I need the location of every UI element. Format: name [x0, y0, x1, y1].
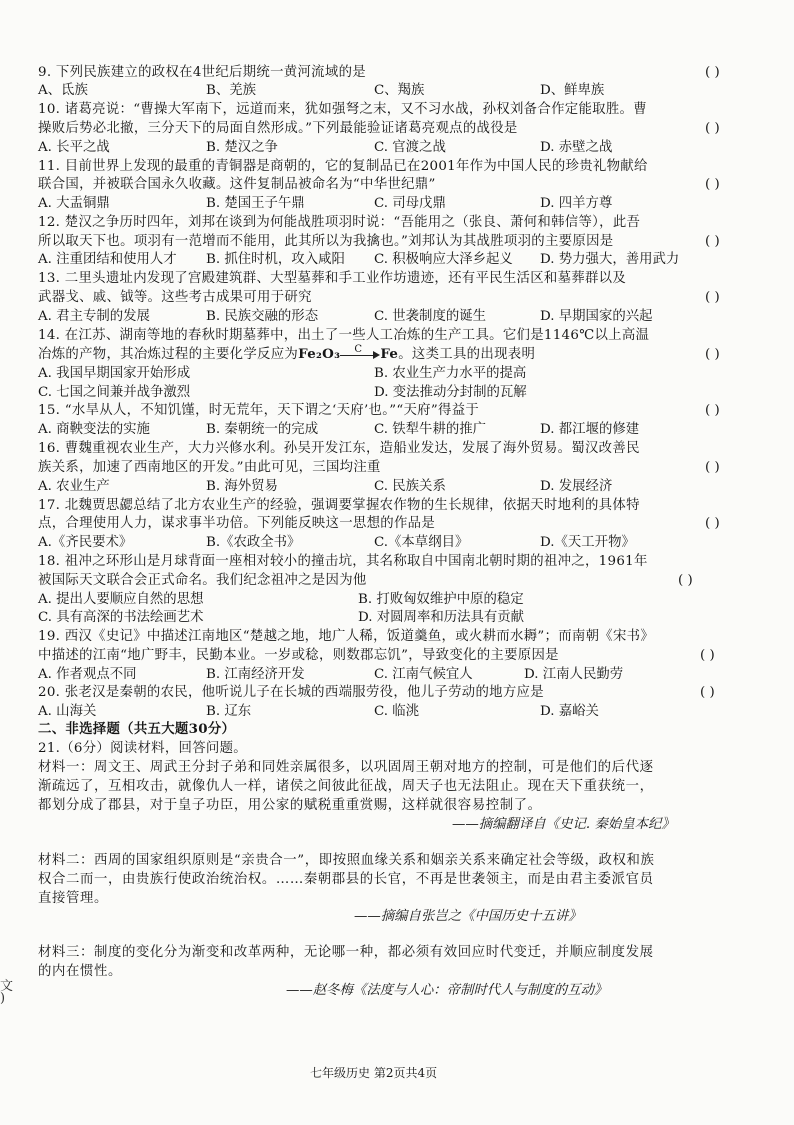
q9-stem: 9. 下列民族建立的政权在4世纪后期统一黄河流域的是 [38, 65, 366, 80]
material1-source: ——摘编翻译自《史记. 秦始皇本纪》 [452, 817, 675, 832]
q13-answer-paren[interactable]: ( ) [705, 290, 720, 305]
q12-option-a[interactable]: A. 注重团结和使用人才 [38, 252, 177, 267]
q11-stem-1: 11. 目前世界上发现的最重的青铜器是商朝的，它的复制品已在2001年作为中国人民的珍贵礼物献给 [38, 159, 648, 174]
q14-answer-paren[interactable]: ( ) [705, 347, 720, 362]
q15-stem: 15. “水旱从人，不知饥馑，时无荒年，天下谓之‘天府’也。”“天府”得益于 [38, 403, 480, 418]
q18-option-c[interactable]: C. 具有高深的书法绘画艺术 [38, 610, 204, 625]
q20-answer-paren[interactable]: ( ) [700, 685, 715, 700]
q13-option-d[interactable]: D. 早期国家的兴起 [540, 309, 653, 324]
material1-line-1: 材料一：周文王、周武王分封子弟和同姓亲属很多，以巩固周王朝对地方的控制，可是他们的后代逐 [38, 760, 654, 775]
q14-option-b[interactable]: B. 农业生产力水平的提高 [374, 366, 527, 381]
binding-edge-mark-1: 文 [0, 979, 14, 994]
q14-stem-1: 14. 在江苏、湖南等地的春秋时期墓葬中，出土了一些人工冶炼的生产工具。它们是1146℃以上高温 [38, 328, 650, 343]
q14-stem-3-text: 。这类工具的出现表明 [398, 347, 536, 362]
page-footer: 七年级历史 第2页共4页 [310, 1066, 438, 1080]
q10-stem-1: 10. 诸葛亮说：“曹操大军南下，远道而来，犹如强弩之末，又不习水战，孙权刘备合作定能取胜。曹 [38, 102, 647, 117]
q11-option-b[interactable]: B. 楚国王子午鼎 [206, 196, 305, 211]
q14-option-a[interactable]: A. 我国早期国家开始形成 [38, 366, 191, 381]
q12-option-b[interactable]: B. 抓住时机，攻入咸阳 [206, 252, 345, 267]
q14-option-c[interactable]: C. 七国之间兼并战争激烈 [38, 385, 191, 400]
q17-option-c[interactable]: C.《本草纲目》 [374, 535, 469, 550]
q12-stem-2: 所以取天下也。项羽有一范增而不能用，此其所以为我擒也。”刘邦认为其战胜项羽的主要原因是 [38, 234, 614, 249]
q18-answer-paren[interactable]: ( ) [678, 573, 693, 588]
q12-option-c[interactable]: C. 积极响应大泽乡起义 [374, 252, 513, 267]
q18-option-d[interactable]: D. 对圆周率和历法具有贡献 [358, 610, 525, 625]
q18-option-a[interactable]: A. 提出人要顺应自然的思想 [38, 592, 204, 607]
q12-option-d[interactable]: D. 势力强大，善用武力 [540, 252, 680, 267]
q13-stem-2: 武器戈、戚、钺等。这些考古成果可用于研究 [38, 290, 312, 305]
material1-line-2: 渐疏远了，互相攻击，就像仇人一样，诸侯之间彼此征战，周天子也无法阻止。现在天下重获统一， [38, 779, 654, 794]
material2-line-2: 权合二而一，由贵族行使政治统治权。……秦朝郡县的长官，不再是世袭领主，而是由君主委派官员 [38, 872, 654, 887]
q13-option-a[interactable]: A. 君主专制的发展 [38, 309, 150, 324]
q11-option-a[interactable]: A. 大盂铜鼎 [38, 196, 110, 211]
q15-answer-paren[interactable]: ( ) [705, 403, 720, 418]
q10-option-c[interactable]: C. 官渡之战 [374, 140, 446, 155]
q9-answer-paren[interactable]: ( ) [705, 65, 720, 80]
q20-option-c[interactable]: C. 临洮 [374, 704, 420, 719]
q11-option-c[interactable]: C. 司母戊鼎 [374, 196, 446, 211]
reaction-arrow-icon [340, 343, 380, 360]
q14-stem-2 [38, 343, 536, 363]
q16-option-a[interactable]: A. 农业生产 [38, 479, 110, 494]
material3-line-1: 材料三：制度的变化分为渐变和改革两种，无论哪一种，都必须有效回应时代变迁，并顺应制度发展 [38, 945, 654, 960]
q15-option-c[interactable]: C. 铁犁牛耕的推广 [374, 422, 487, 437]
material3-line-2: 的内在惯性。 [38, 964, 122, 979]
q11-answer-paren[interactable]: ( ) [705, 177, 720, 192]
q20-stem: 20. 张老汉是秦朝的农民，他听说儿子在长城的西端服劳役，他儿子劳动的地方应是 [38, 685, 544, 700]
q19-stem-1: 19. 西汉《史记》中描述江南地区“楚越之地，地广人稀，饭道羹鱼，或火耕而水耨”；而南朝《宋书》 [38, 629, 655, 644]
q11-option-d[interactable]: D. 四羊方尊 [540, 196, 613, 211]
q16-option-b[interactable]: B. 海外贸易 [206, 479, 278, 494]
q17-stem-2: 点，合理使用人力，谋求事半功倍。下列能反映这一思想的作品是 [38, 516, 436, 531]
q18-option-b[interactable]: B. 打败匈奴维护中原的稳定 [358, 592, 524, 607]
q20-option-d[interactable]: D. 嘉峪关 [540, 704, 599, 719]
q14-stem-2-text: 冶炼的产物，其冶炼过程的主要化学反应为 [38, 347, 299, 362]
q15-option-a[interactable]: A. 商鞅变法的实施 [38, 422, 150, 437]
q12-stem-1: 12. 楚汉之争历时四年，刘邦在谈到为何能战胜项羽时说：“吾能用之（张良、萧何和韩信等），此吾 [38, 215, 641, 230]
equation-product: Fe [380, 346, 399, 362]
q19-option-a[interactable]: A. 作者观点不同 [38, 667, 137, 682]
q13-option-b[interactable]: B. 民族交融的形态 [206, 309, 319, 324]
material2-line-3: 直接管理。 [38, 891, 108, 906]
q9-option-a[interactable]: A、氐族 [38, 83, 88, 98]
material2-source: ——摘编自张岂之《中国历史十五讲》 [354, 909, 582, 924]
q16-stem-2: 族关系，加速了西南地区的开发。”由此可见，三国均注重 [38, 460, 381, 475]
material3-source: ——赵冬梅《法度与人心：帝制时代人与制度的互动》 [286, 983, 608, 998]
q19-stem-2: 中描述的江南“地广野丰，民勤本业。一岁或稔，则数郡忘饥”，导致变化的主要原因是 [38, 648, 559, 663]
q19-option-c[interactable]: C. 江南气候宜人 [374, 667, 473, 682]
q15-option-b[interactable]: B. 秦朝统一的完成 [206, 422, 319, 437]
q16-option-c[interactable]: C. 民族关系 [374, 479, 446, 494]
q15-option-d[interactable]: D. 都江堰的修建 [540, 422, 640, 437]
q13-option-c[interactable]: C. 世袭制度的诞生 [374, 309, 487, 324]
q19-answer-paren[interactable]: ( ) [700, 648, 715, 663]
binding-edge-mark-2: ) [0, 991, 6, 1006]
q16-answer-paren[interactable]: ( ) [705, 460, 720, 475]
q17-stem-1: 17. 北魏贾思勰总结了北方农业生产的经验，强调要掌握农作物的生长规律，依据天时地利的具体特 [38, 498, 640, 513]
q20-option-a[interactable]: A. 山海关 [38, 704, 97, 719]
q21-intro: 21.（6分）阅读材料，回答问题。 [38, 741, 247, 756]
equation-reactant: Fe₂O₃ [298, 346, 341, 362]
q17-option-b[interactable]: B.《农政全书》 [206, 535, 301, 550]
q10-answer-paren[interactable]: ( ) [705, 121, 720, 136]
material2-line-1: 材料二：西周的国家组织原则是“亲贵合一”，即按照血缘关系和姻亲关系来确定社会等级，政权和族 [38, 853, 655, 868]
q16-stem-1: 16. 曹魏重视农业生产，大力兴修水利。孙吴开发江东，造船业发达，发展了海外贸易。蜀汉改善民 [38, 441, 640, 456]
q19-option-d[interactable]: D. 江南人民勤劳 [524, 667, 624, 682]
section2-title: 二、非选择题（共五大题30分） [38, 721, 236, 737]
q13-stem-1: 13. 二里头遗址内发现了宫殿建筑群、大型墓葬和手工业作坊遗迹，还有平民生活区和墓葬群以及 [38, 271, 627, 286]
q10-option-b[interactable]: B. 楚汉之争 [206, 140, 278, 155]
equation-catalyst: C [354, 343, 363, 355]
q10-option-d[interactable]: D. 赤壁之战 [540, 140, 613, 155]
q17-answer-paren[interactable]: ( ) [705, 516, 720, 531]
q12-answer-paren[interactable]: ( ) [705, 234, 720, 249]
material1-line-3: 都划分成了郡县，对于皇子功臣，用公家的赋税重重赏赐，这样就很容易控制了。 [38, 798, 542, 813]
q14-option-d[interactable]: D. 变法推动分封制的瓦解 [374, 385, 527, 400]
q10-option-a[interactable]: A. 长平之战 [38, 140, 110, 155]
q18-stem-1: 18. 祖冲之环形山是月球背面一座相对较小的撞击坑，其名称取自中国南北朝时期的祖冲之，1961年 [38, 554, 648, 569]
q10-stem-2: 操败后势必北撤，三分天下的局面自然形成。”下列最能验证诸葛亮观点的战役是 [38, 121, 518, 136]
q11-stem-2: 联合国，并被联合国永久收藏。这件复制品被命名为“中华世纪鼎” [38, 177, 436, 192]
q9-option-b[interactable]: B、羌族 [206, 83, 257, 98]
q19-option-b[interactable]: B. 江南经济开发 [206, 667, 305, 682]
q17-option-a[interactable]: A.《齐民要术》 [38, 535, 133, 550]
q17-option-d[interactable]: D.《天工开物》 [540, 535, 635, 550]
q9-option-c[interactable]: C、羯族 [374, 83, 425, 98]
q9-option-d[interactable]: D、鲜卑族 [540, 83, 605, 98]
q18-stem-2: 被国际天文联合会正式命名。我们纪念祖冲之是因为他 [38, 573, 367, 588]
q20-option-b[interactable]: B. 辽东 [206, 704, 252, 719]
q16-option-d[interactable]: D. 发展经济 [540, 479, 613, 494]
